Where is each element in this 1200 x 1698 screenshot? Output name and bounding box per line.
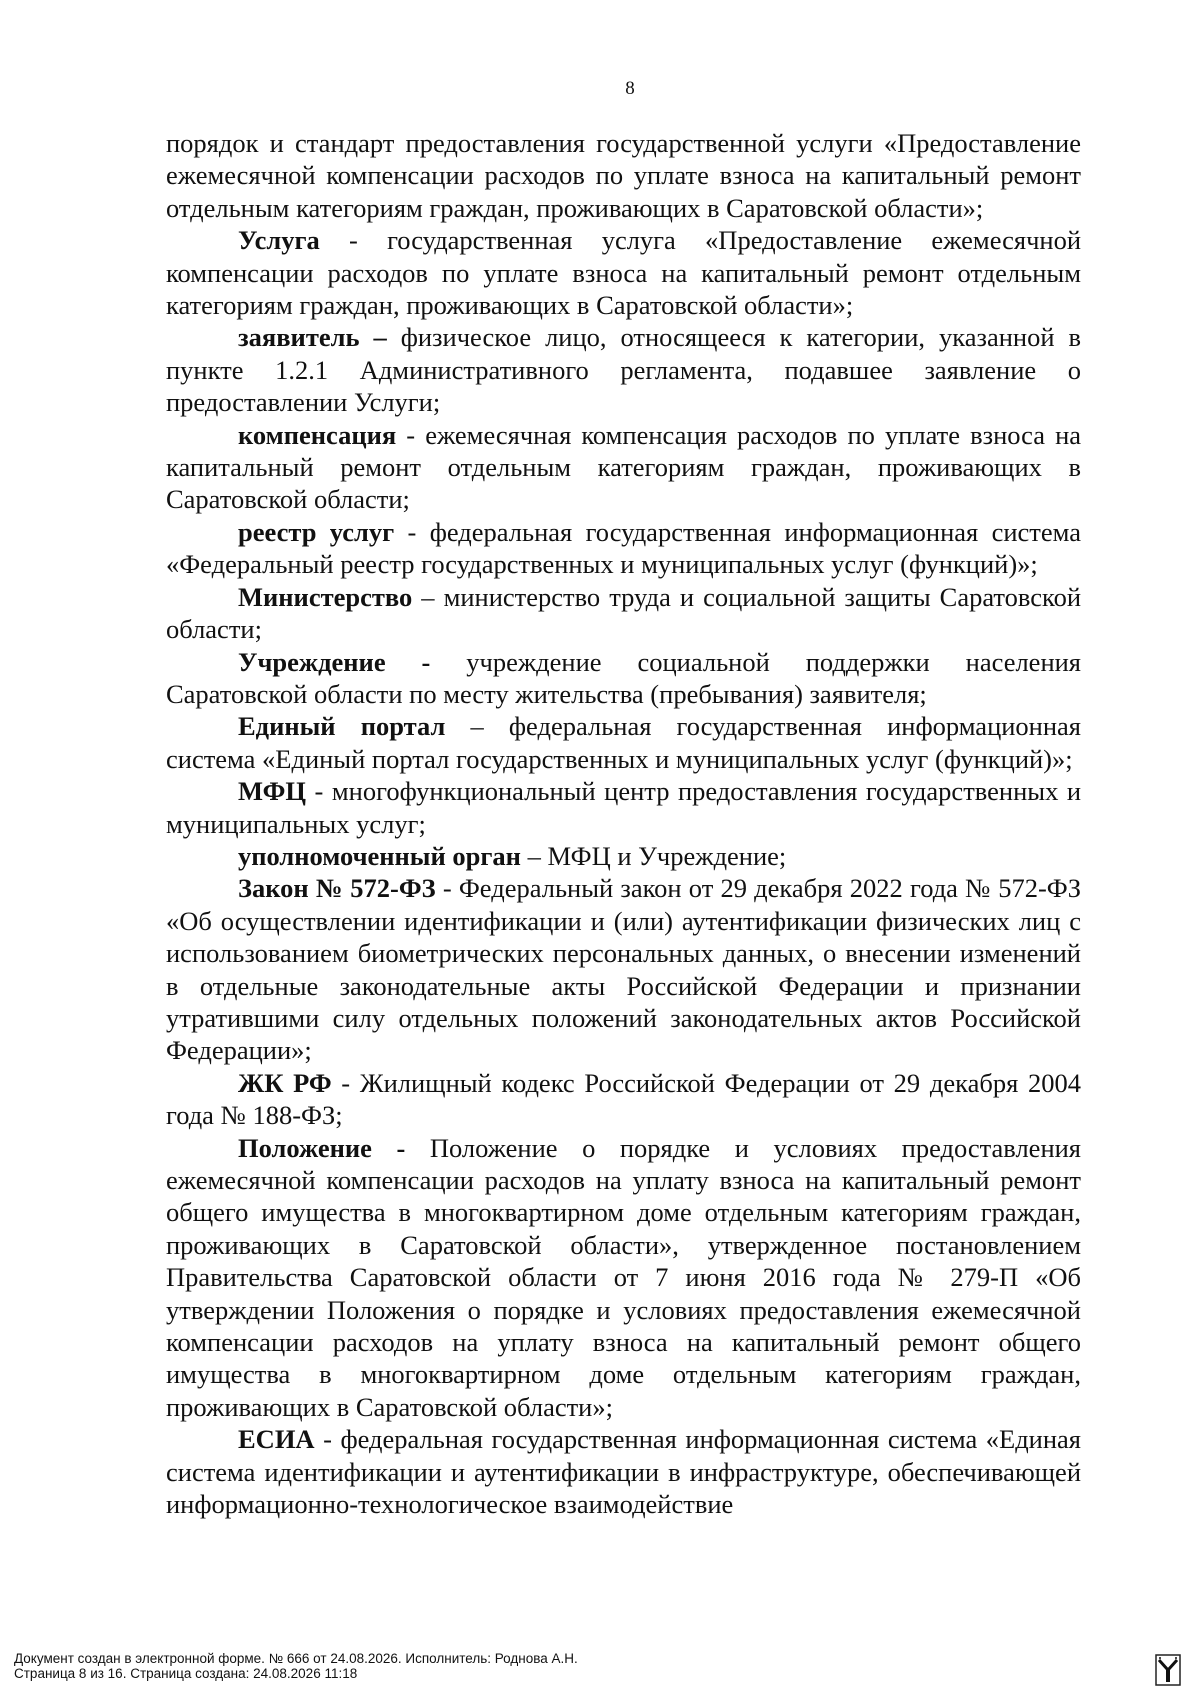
defined-term: заявитель –	[238, 322, 387, 353]
paragraph-text: порядок и стандарт предоставления государственной услуги «Предоставление ежемесячной компенсации расходов по уплате взноса на капитальный ремонт отдельным категориям граждан, проживающих в Саратовской области»;	[166, 128, 1081, 223]
defined-term: уполномоченный орган	[238, 840, 521, 871]
term-separator: -	[394, 516, 430, 547]
defined-term: Положение -	[238, 1132, 406, 1163]
document-body	[166, 127, 1081, 1520]
paragraph-text: Федеральный закон от 29 декабря 2022 года № 572-ФЗ «Об осуществлении идентификации и (или) аутентификации физических лиц с использованием биометрических персональных данных, о внесении изменений в отдельные законодательные акты Российской Федерации и признании утратившими силу отдельных положений законодательных актов Российской Федерации»;	[166, 873, 1081, 1066]
paragraph	[166, 646, 1081, 711]
paragraph	[166, 127, 1081, 224]
term-separator: -	[396, 419, 426, 450]
footer-line-2: Страница 8 из 16. Страница создана: 24.08.2026 11:18	[14, 1666, 358, 1681]
paragraph	[166, 710, 1081, 775]
paragraph	[166, 1423, 1081, 1520]
paragraph-text: многофункциональный центр предоставления государственных и муниципальных услуг;	[166, 776, 1082, 839]
paragraph-text: федеральная государственная информационная система «Единая система идентификации и аутентификации в инфраструктуре, обеспечивающей информационно-технологическое взаимодействие	[166, 1424, 1081, 1520]
footer-line-1: Документ создан в электронной форме. № 666 от 24.08.2026. Исполнитель: Роднова А.Н.	[14, 1651, 578, 1666]
defined-term: реестр услуг	[238, 516, 395, 547]
defined-term: МФЦ	[238, 776, 307, 807]
paragraph	[166, 516, 1081, 581]
paragraph	[166, 1132, 1081, 1424]
paragraph-text: государственная услуга «Предоставление ежемесячной компенсации расходов по уплате взноса на капитальный ремонт отдельным категориям граждан, проживающих в Саратовской области»;	[166, 225, 1082, 321]
defined-term: ЕСИА	[238, 1424, 315, 1455]
term-separator: –	[520, 840, 548, 871]
term-separator: –	[412, 581, 444, 612]
paragraph	[166, 581, 1081, 646]
paragraph	[166, 224, 1081, 321]
paragraph-text: учреждение социальной поддержки населения Саратовской области по месту жительства (пребывания) заявителя;	[166, 646, 1081, 709]
term-separator: -	[319, 225, 388, 256]
defined-term: Закон № 572-ФЗ	[238, 873, 436, 904]
paragraph	[166, 1067, 1081, 1132]
defined-term: Министерство	[238, 581, 413, 612]
paragraph-text: МФЦ и Учреждение;	[547, 840, 787, 871]
term-separator: –	[445, 711, 509, 742]
paragraph	[166, 419, 1081, 516]
paragraph-text: Положение о порядке и условиях предоставления ежемесячной компенсации расходов на уплату взноса на капитальный ремонт общего имущества в многоквартирном доме отдельным категориям граждан, проживающих в Саратовской области», утвержденное постановлением Правительства Саратовской области от 7 июня 2016 года № 279-П «Об утверждении Положения о порядке и условиях предоставления ежемесячной компенсации расходов на уплату взноса на капитальный ремонт общего имущества в многоквартирном доме отдельным категориям граждан, проживающих в Саратовской области»;	[166, 1132, 1081, 1422]
document-footer	[14, 1651, 578, 1681]
paragraph-text: федеральная государственная информационная система «Федеральный реестр государственных и муниципальных услуг (функций)»;	[166, 516, 1081, 580]
paragraph-text: физическое лицо, относящееся к категории, указанной в пункте 1.2.1 Административного регламента, подавшее заявление о предоставлении Услуги;	[166, 322, 1081, 418]
defined-term: компенсация	[238, 419, 397, 450]
paragraph-text: ежемесячная компенсация расходов по уплате взноса на капитальный ремонт отдельным категориям граждан, проживающих в Саратовской области;	[166, 419, 1082, 515]
paragraph	[166, 775, 1081, 840]
term-separator: -	[306, 776, 332, 807]
paragraph	[166, 872, 1081, 1066]
paragraph	[166, 321, 1081, 418]
emblem-icon	[1155, 1654, 1181, 1686]
page-number: 8	[625, 78, 635, 99]
term-separator	[430, 647, 466, 677]
term-separator: -	[331, 1067, 360, 1098]
paragraph	[166, 840, 1081, 872]
paragraph-text: федеральная государственная информационная система «Единый портал государственных и муниципальных услуг (функций)»;	[166, 711, 1081, 774]
paragraph-text: Жилищный кодекс Российской Федерации от 29 декабря 2004 года № 188-ФЗ;	[166, 1067, 1081, 1131]
defined-term: Единый портал	[238, 711, 446, 742]
paragraph-text: министерство труда и социальной защиты Саратовской области;	[166, 581, 1081, 645]
term-separator: -	[435, 873, 459, 904]
term-separator: -	[314, 1424, 341, 1455]
defined-term: Услуга	[238, 225, 320, 256]
defined-term: Учреждение -	[238, 646, 431, 677]
term-separator	[405, 1133, 430, 1163]
term-separator	[387, 322, 401, 352]
defined-term: ЖК РФ	[238, 1067, 332, 1098]
